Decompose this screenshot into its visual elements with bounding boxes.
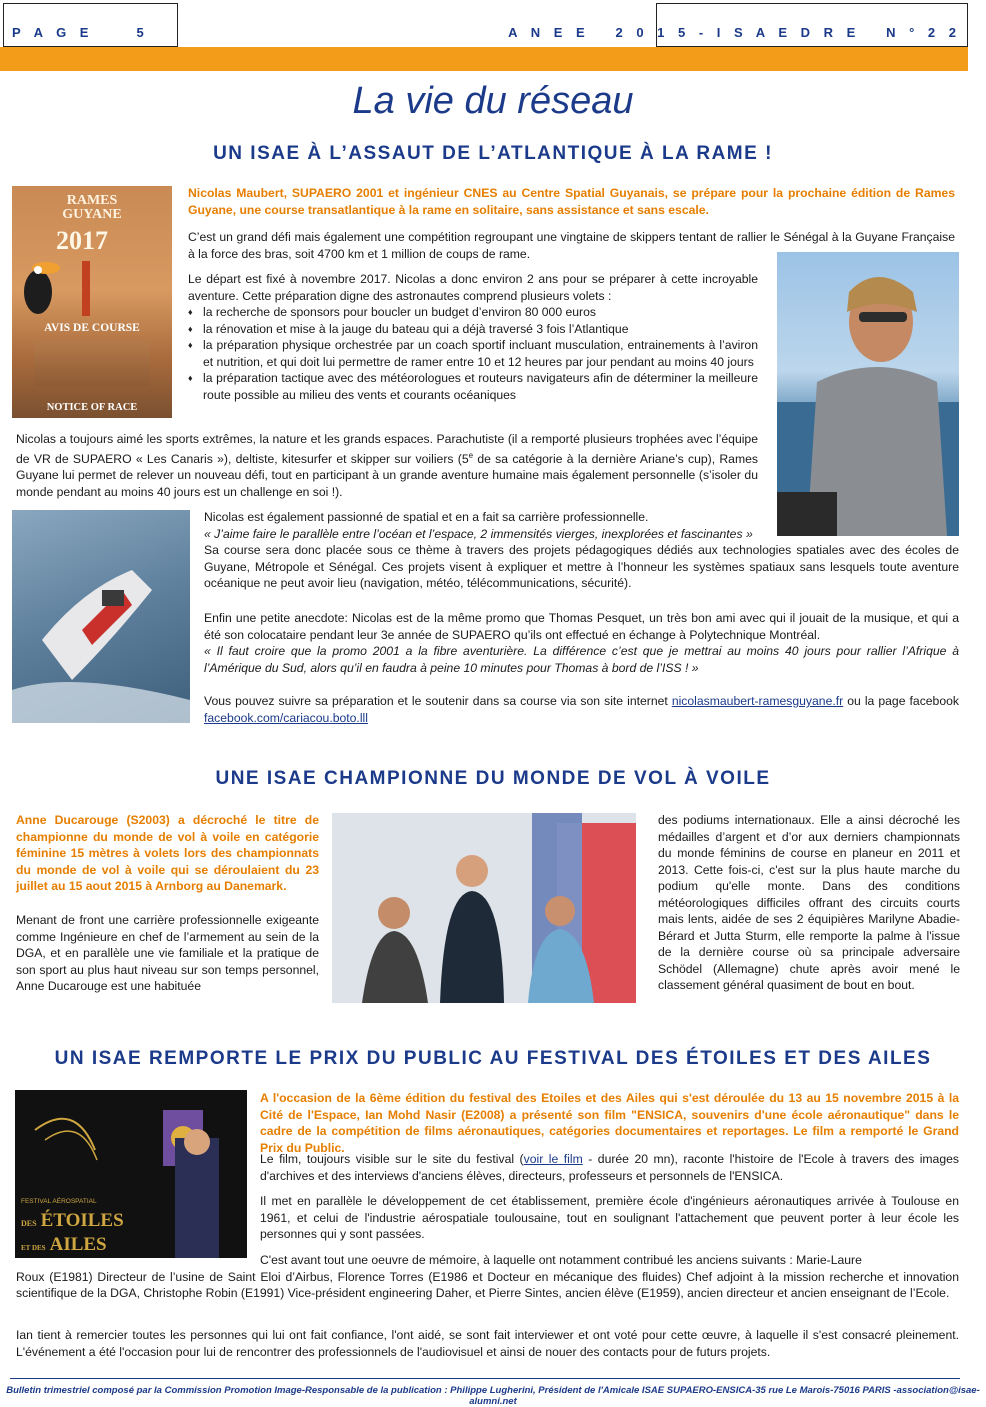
footer-rule [10,1378,960,1379]
article3-p4: Ian tient à remercier toutes les personnes qui lui ont fait confiance, l'ont aidé, se sont fait interviewer et ont voté pour cette œuvre, à laquelle il s'est consacré pleinement. L'événement a été l'occasion pour lui de rencontrer des professionnels de l'audiovisuel et ainsi de nouer des contacts pour de futurs projets. [16,1328,959,1359]
poster-year: 2017 [56,226,108,255]
article3-p2: Il met en parallèle le développement de cet établissement, première école d'ingénieurs aéronautiques arrivée à Toulouse en 1961, et celui de l'industrie aérospatiale toulousaine, tout en soulignant l'attachement que peuvent porter à leur école les personnes qui y sont passées. [260,1194,959,1241]
article1-p2: Le départ est fixé à novembre 2017. Nicolas a donc environ 2 ans pour se préparer à cette incroyable aventure. Cette préparation digne des astronautes comprend plusieurs volets : [188,272,758,303]
poster-etoiles: ÉTOILES [40,1210,124,1231]
poster-festival: FESTIVAL AÉROSPATIAL [21,1198,97,1205]
article1-bullets [188,304,758,403]
article3-p3a: C'est avant tout une oeuvre de mémoire, à laquelle ont notamment contribué les anciens suivants : Marie-Laure [260,1253,862,1267]
article1-p4a: Nicolas est également passionné de spatial et en a fait sa carrière professionnelle. [204,510,649,524]
article1-p4b: Sa course sera donc placée sous ce thème à travers des projets pédagogiques dédiés aux technologies spatiales avec des écoles de Guyane, Métropole et Sénégal. Ces projets visent à expliquer et mettre à l’honneur les systèmes spatiaux sans lesquels toute aventure océanique ne peut avoir lieu (navigation, météo, télécommunications, sécurité). [204,543,959,590]
poster-etdes: ET DES [21,1244,46,1252]
orange-bar [0,47,968,71]
poster-ailes: AILES [49,1234,107,1255]
nicolas-portrait-photo [777,252,959,536]
header-issue-box [508,3,968,47]
toucan-icon [16,248,60,318]
article1-p6: Vous pouvez suivre sa préparation et le soutenir dans sa course via son site internet nicolasmaubert-ramesguyane.fr ou la page facebook facebook.com/cariacou.boto.lll [204,694,959,725]
footer-text: Bulletin trimestriel composé par la Commission Promotion Image-Responsable de la publication : Philippe Lugherini, Président de l'Amicale ISAE SUPAERO-ENSICA-35 rue Le Marois-75016 PARIS -association@isae-alumni.net [6,1385,980,1407]
article2-p1: Menant de front une carrière professionnelle exigeante comme Ingénieure en chef de l’armement au sein de la DGA, et en parallèle une vie familiale et la pratique de son sport au plus haut niveau sur son temps personnel, Anne Ducarouge est une habituée [16,913,319,993]
page-number: P A G E 5 [12,25,149,40]
article3-p3b: Roux (E1981) Directeur de l’usine de Saint Eloi d’Airbus, Florence Torres (E1986 et Docteur en mécanique des fluides) Chef adjoint à la mission recherche et innovation scientifique de la DGA, Christophe Robin (E1991) Vice-président engineering Daher, et Pierre Sintes, ancien élève (E1959), ancien directeur et ancien enseignant de l’Ecole. [16,1269,959,1300]
article1-quote2: « Il faut croire que la promo 2001 a la fibre aventurière. La différence c’est que je mettrai au moins 40 jours pour rallier l’Afrique à l’Amérique du Sud, alors qu’il en faudra à peine 10 minutes pour Thomas à bord de l’ISS ! » [204,644,959,675]
facebook-link[interactable]: facebook.com/cariacou.boto.lll [204,710,368,725]
article3-intro: A l'occasion de la 6ème édition du festival des Etoiles et des Ailes qui s'est déroulée du 13 au 15 novembre 2015 à la Cité de l'Espace, Ian Mohd Nasir (E2008) a présenté son film "ENSICA, souvenirs d'une école aéronautique" dans le cadre de la compétition de films aéronautiques, catégories documentaires et reportages. Le film a remporté le Grand Prix du Public. [260,1091,959,1155]
article2-p2: des podiums internationaux. Elle a ainsi décroché les médailles d’argent et d’or aux derniers championnats du monde féminins de course en planeur en 2011 et 2013. Cette fois-ci, c'est sur la plus haute marche du podium qu'elle monte. Dans des conditions météorologiques difficiles offrant des circuits courts mais lents, aidée de ses 2 équipières Marilyne Abadie-Bérard et Jutta Sturm, elle remporte la palme à l'issue de la dernière course où sa principale adversaire Schödel (Allemagne) chute après avoir mené le classement général quasiment de bout en bout. [658,813,960,992]
header-page-box [3,3,178,47]
voir-le-film-link[interactable]: voir le film [523,1152,583,1166]
poster-des: DES [21,1219,37,1228]
article1-p5a: Enfin une petite anecdote: Nicolas est de la même promo que Thomas Pesquet, un très bon ami avec qui il jouait de la musique, et qui a été son colocataire pendant leur 3e année de SUPAERO qu’ils ont effectué en échange à Polytechnique Montréal. [204,611,959,642]
etoiles-ailes-poster [15,1090,247,1258]
rames-guyane-poster [12,186,172,418]
article1-p1: C’est un grand défi mais également une compétition regroupant une vingtaine de skippers tentant de rallier le Sénégal à la Guyane Française à la force des bras, soit 4700 km et 1 million de coups de rame. [188,230,955,261]
article1-heading: UN ISAE À L’ASSAUT DE L’ATLANTIQUE À LA RAME ! [213,143,773,164]
article2-heading: UNE ISAE CHAMPIONNE DU MONDE DE VOL À VOILE [215,768,771,789]
list-item: ♦ la préparation tactique avec des météorologues et routeurs navigateurs afin de déterminer la meilleure route possible au milieu des vents et courants océaniques [188,370,758,403]
poster-avis: AVIS DE COURSE [44,322,140,334]
article3-p1: Le film, toujours visible sur le site du festival (voir le film - durée 20 mn), raconte l'histoire de l'Ecole à travers des images d'archives et des interviews d'anciens élèves, directeurs, professeurs et personnels de l'ENSICA. [260,1152,959,1183]
list-item: ♦ la rénovation et mise à la jauge du bateau qui a déjà traversé 3 fois l’Atlantique [188,321,758,338]
article1-p3: Nicolas a toujours aimé les sports extrêmes, la nature et les grands espaces. Parachutiste (il a remporté plusieurs trophées avec l’équipe de VR de SUPAERO « Les Canaris »), deltiste, kitesurfer et skipper sur voiliers (5e de sa catégorie à la dernière Ariane’s cup), Rames Guyane lui permet de relever un nouveau défi, tout en participant à un grande aventure humaine mais également personnelle (s’isoler du monde pendant au moins 40 jours est un challenge en soi !). [16,432,758,499]
issue-label: A N E E 2 0 1 5 - I S A E D R E N ° 2 2 [508,25,961,40]
article2-intro: Anne Ducarouge (S2003) a décroché le titre de championne du monde de vol à voile en catégorie féminine 15 mètres à volets lors des championnats du monde de vol à voile qui se déroulaient du 23 juillet au 15 aout 2015 à Arnborg au Danemark. [16,813,319,893]
poster-title-2: GUYANE [62,207,122,222]
poster-title-1: RAMES [66,193,118,208]
article1-intro: Nicolas Maubert, SUPAERO 2001 et ingénieur CNES au Centre Spatial Guyanais, se prépare pour la prochaine édition de Rames Guyane, une course transatlantique à la rame en solitaire, sans assistance et sans escale. [188,186,955,217]
podium-photo [332,813,636,1003]
list-item: ♦ la préparation physique orchestrée par un coach sportif incluant musculation, entrainements à l’aviron et nutrition, et qui doit lui permettre de ramer entre 10 et 12 heures par jour pendant au moins 40 jours [188,337,758,370]
page-title: La vie du réseau [352,80,634,122]
rowing-boat-photo [12,510,190,723]
list-item: ♦ la recherche de sponsors pour boucler un budget d’environ 80 000 euros [188,304,758,321]
poster-notice: NOTICE OF RACE [46,402,138,413]
article1-quote1: « J’aime faire le parallèle entre l’océan et l’espace, 2 immensités vierges, inexplorées et fascinantes » [204,526,753,541]
ramesguyane-link[interactable]: nicolasmaubert-ramesguyane.fr [671,694,844,708]
article3-heading: UN ISAE REMPORTE LE PRIX DU PUBLIC AU FESTIVAL DES ÉTOILES ET DES AILES [54,1048,932,1069]
